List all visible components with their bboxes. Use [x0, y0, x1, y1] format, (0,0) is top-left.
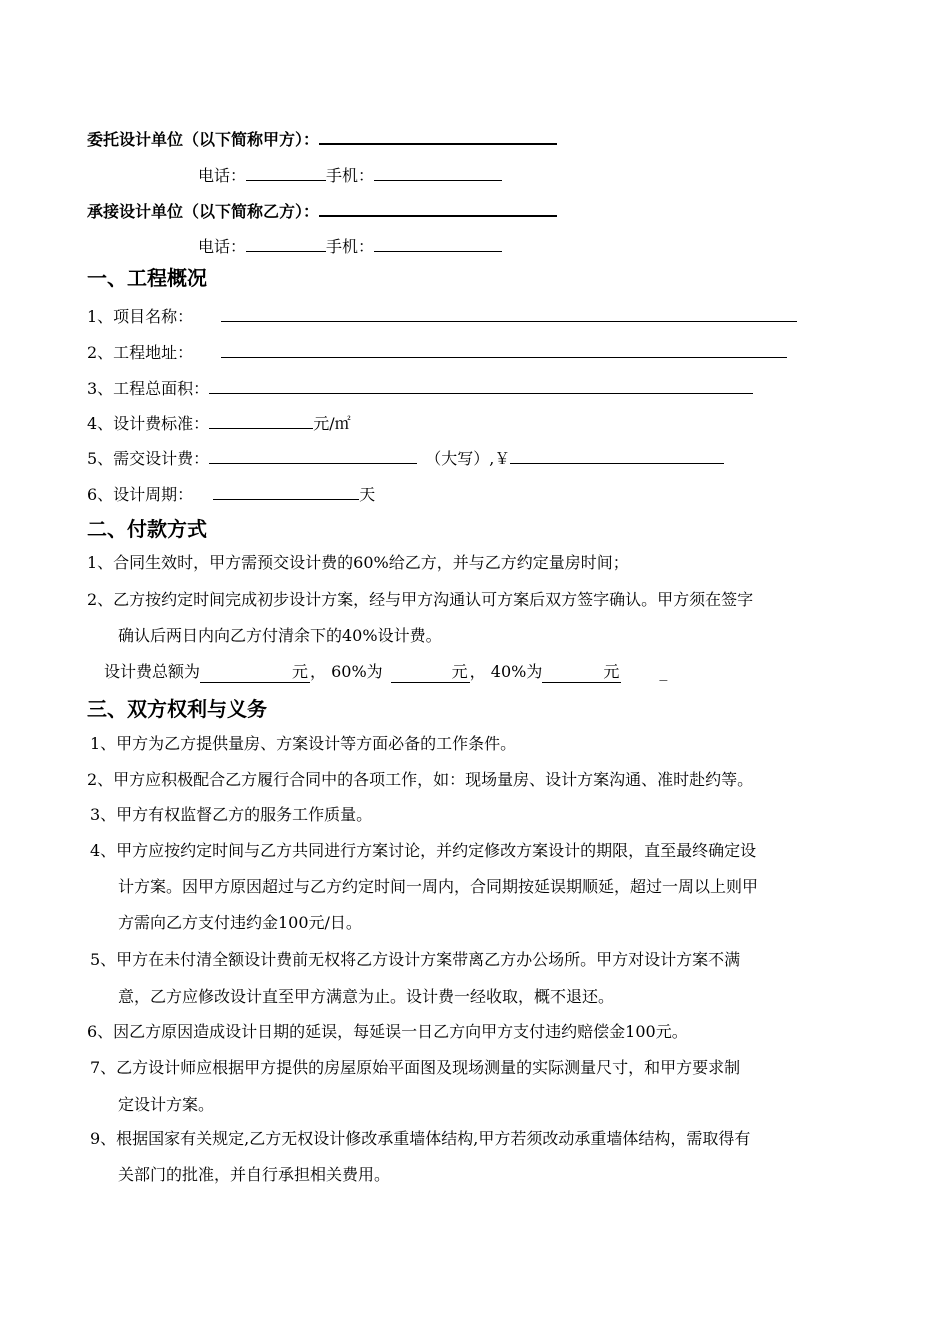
party-b-blank[interactable] [319, 197, 557, 217]
fee-due-label: 5、需交设计费： [87, 449, 210, 468]
obligation-item-9-line-1: 9、根据国家有关规定,乙方无权设计修改承重墙体结构,甲方若须改动承重墙体结构，需取得有 [90, 1129, 751, 1148]
party-b-contact-row [198, 233, 502, 258]
project-address-label: 2、工程地址： [87, 343, 194, 362]
period-label: 6、设计周期： [87, 485, 194, 504]
party-a-row [87, 125, 557, 151]
obligation-item-1: 1、甲方为乙方提供量房、方案设计等方面必备的工作条件。 [90, 734, 517, 753]
party-b-mobile-blank[interactable] [374, 233, 502, 252]
project-name-row [87, 303, 797, 328]
obligation-item-9-line-2: 关部门的批准，并自行承担相关费用。 [118, 1165, 391, 1184]
fee-due-row [87, 445, 724, 470]
total-area-blank[interactable] [209, 375, 753, 394]
trailing-mark: _ [659, 662, 668, 681]
fee-standard-row [87, 410, 351, 435]
project-address-row [87, 339, 787, 364]
obligation-item-4-line-2: 计方案。因甲方原因超过与乙方约定时间一周内，合同期按延误期顺延，超过一周以上则甲 [118, 877, 759, 896]
obligation-item-7-line-1: 7、乙方设计师应根据甲方提供的房屋原始平面图及现场测量的实际测量尺寸，和甲方要求制 [90, 1058, 741, 1077]
percent-40-label: ， 40%为 [469, 662, 543, 681]
total-area-label: 3、工程总面积： [87, 379, 210, 398]
party-a-mobile-label: 手机： [326, 166, 375, 185]
obligation-item-4-line-3: 方需向乙方支付违约金100元/日。 [118, 913, 362, 932]
project-name-blank[interactable] [221, 303, 797, 322]
obligation-item-6: 6、因乙方原因造成设计日期的延误，每延误一日乙方向甲方支付违约赔偿金100元。 [87, 1022, 688, 1041]
party-a-phone-blank[interactable] [246, 162, 326, 181]
party-a-mobile-blank[interactable] [374, 162, 502, 181]
days-label: 天 [359, 485, 376, 504]
obligation-item-3: 3、甲方有权监督乙方的服务工作质量。 [90, 805, 373, 824]
obligation-item-5-line-2: 意，乙方应修改设计直至甲方满意为止。设计费一经收取，概不退还。 [118, 987, 615, 1006]
fee-standard-label: 4、设计费标准： [87, 414, 210, 433]
payment-item-2-line-1: 2、乙方按约定时间完成初步设计方案，经与甲方沟通认可方案后双方签字确认。甲方须在签字 [87, 590, 754, 609]
party-a-contact-row [198, 162, 502, 187]
yuan-label: 元 [292, 662, 309, 681]
uppercase-label: （大写）,￥ [425, 449, 511, 468]
section3-title: 三、双方权利与义务 [87, 697, 267, 721]
party-a-label: 委托设计单位（以下简称甲方）： [87, 130, 320, 149]
fee-total-label: 设计费总额为 [104, 662, 201, 681]
yuan-label: 元 [603, 662, 620, 681]
obligation-item-4-line-1: 4、甲方应按约定时间与乙方共同进行方案讨论，并约定修改方案设计的期限，直至最终确定设 [90, 841, 757, 860]
party-b-row [87, 197, 557, 223]
fee-total-row [104, 661, 667, 683]
fee-due-uppercase-blank[interactable] [209, 445, 417, 464]
party-a-phone-label: 电话： [198, 166, 247, 185]
yuan-label: 元 [451, 662, 468, 681]
obligation-item-2: 2、甲方应积极配合乙方履行合同中的各项工作，如：现场量房、设计方案沟通、准时赴约等。 [87, 770, 754, 789]
percent-60-blank[interactable] [391, 662, 470, 683]
payment-item-1: 1、合同生效时，甲方需预交设计费的60%给乙方，并与乙方约定量房时间； [87, 553, 629, 572]
party-a-blank[interactable] [319, 125, 557, 145]
fee-total-blank[interactable] [200, 662, 310, 683]
obligation-item-7-line-2: 定设计方案。 [118, 1095, 215, 1114]
obligation-item-5-line-1: 5、甲方在未付清全额设计费前无权将乙方设计方案带离乙方办公场所。甲方对设计方案不满 [90, 950, 741, 969]
party-b-mobile-label: 手机： [326, 237, 375, 256]
percent-60-label: ， 60%为 [310, 662, 383, 681]
total-area-row [87, 375, 753, 400]
party-b-label: 承接设计单位（以下简称乙方）： [87, 202, 320, 221]
period-blank[interactable] [213, 481, 359, 500]
fee-unit: 元/㎡ [313, 414, 351, 433]
percent-40-blank[interactable] [542, 662, 621, 683]
party-b-phone-blank[interactable] [246, 233, 326, 252]
project-name-label: 1、项目名称： [87, 307, 194, 326]
party-b-phone-label: 电话： [198, 237, 247, 256]
section2-title: 二、付款方式 [87, 517, 207, 541]
period-row [87, 481, 375, 506]
project-address-blank[interactable] [221, 339, 787, 358]
fee-standard-blank[interactable] [209, 410, 313, 429]
payment-item-2-line-2: 确认后两日内向乙方付清余下的40%设计费。 [118, 626, 442, 645]
fee-due-amount-blank[interactable] [510, 445, 724, 464]
section1-title: 一、工程概况 [87, 266, 207, 290]
